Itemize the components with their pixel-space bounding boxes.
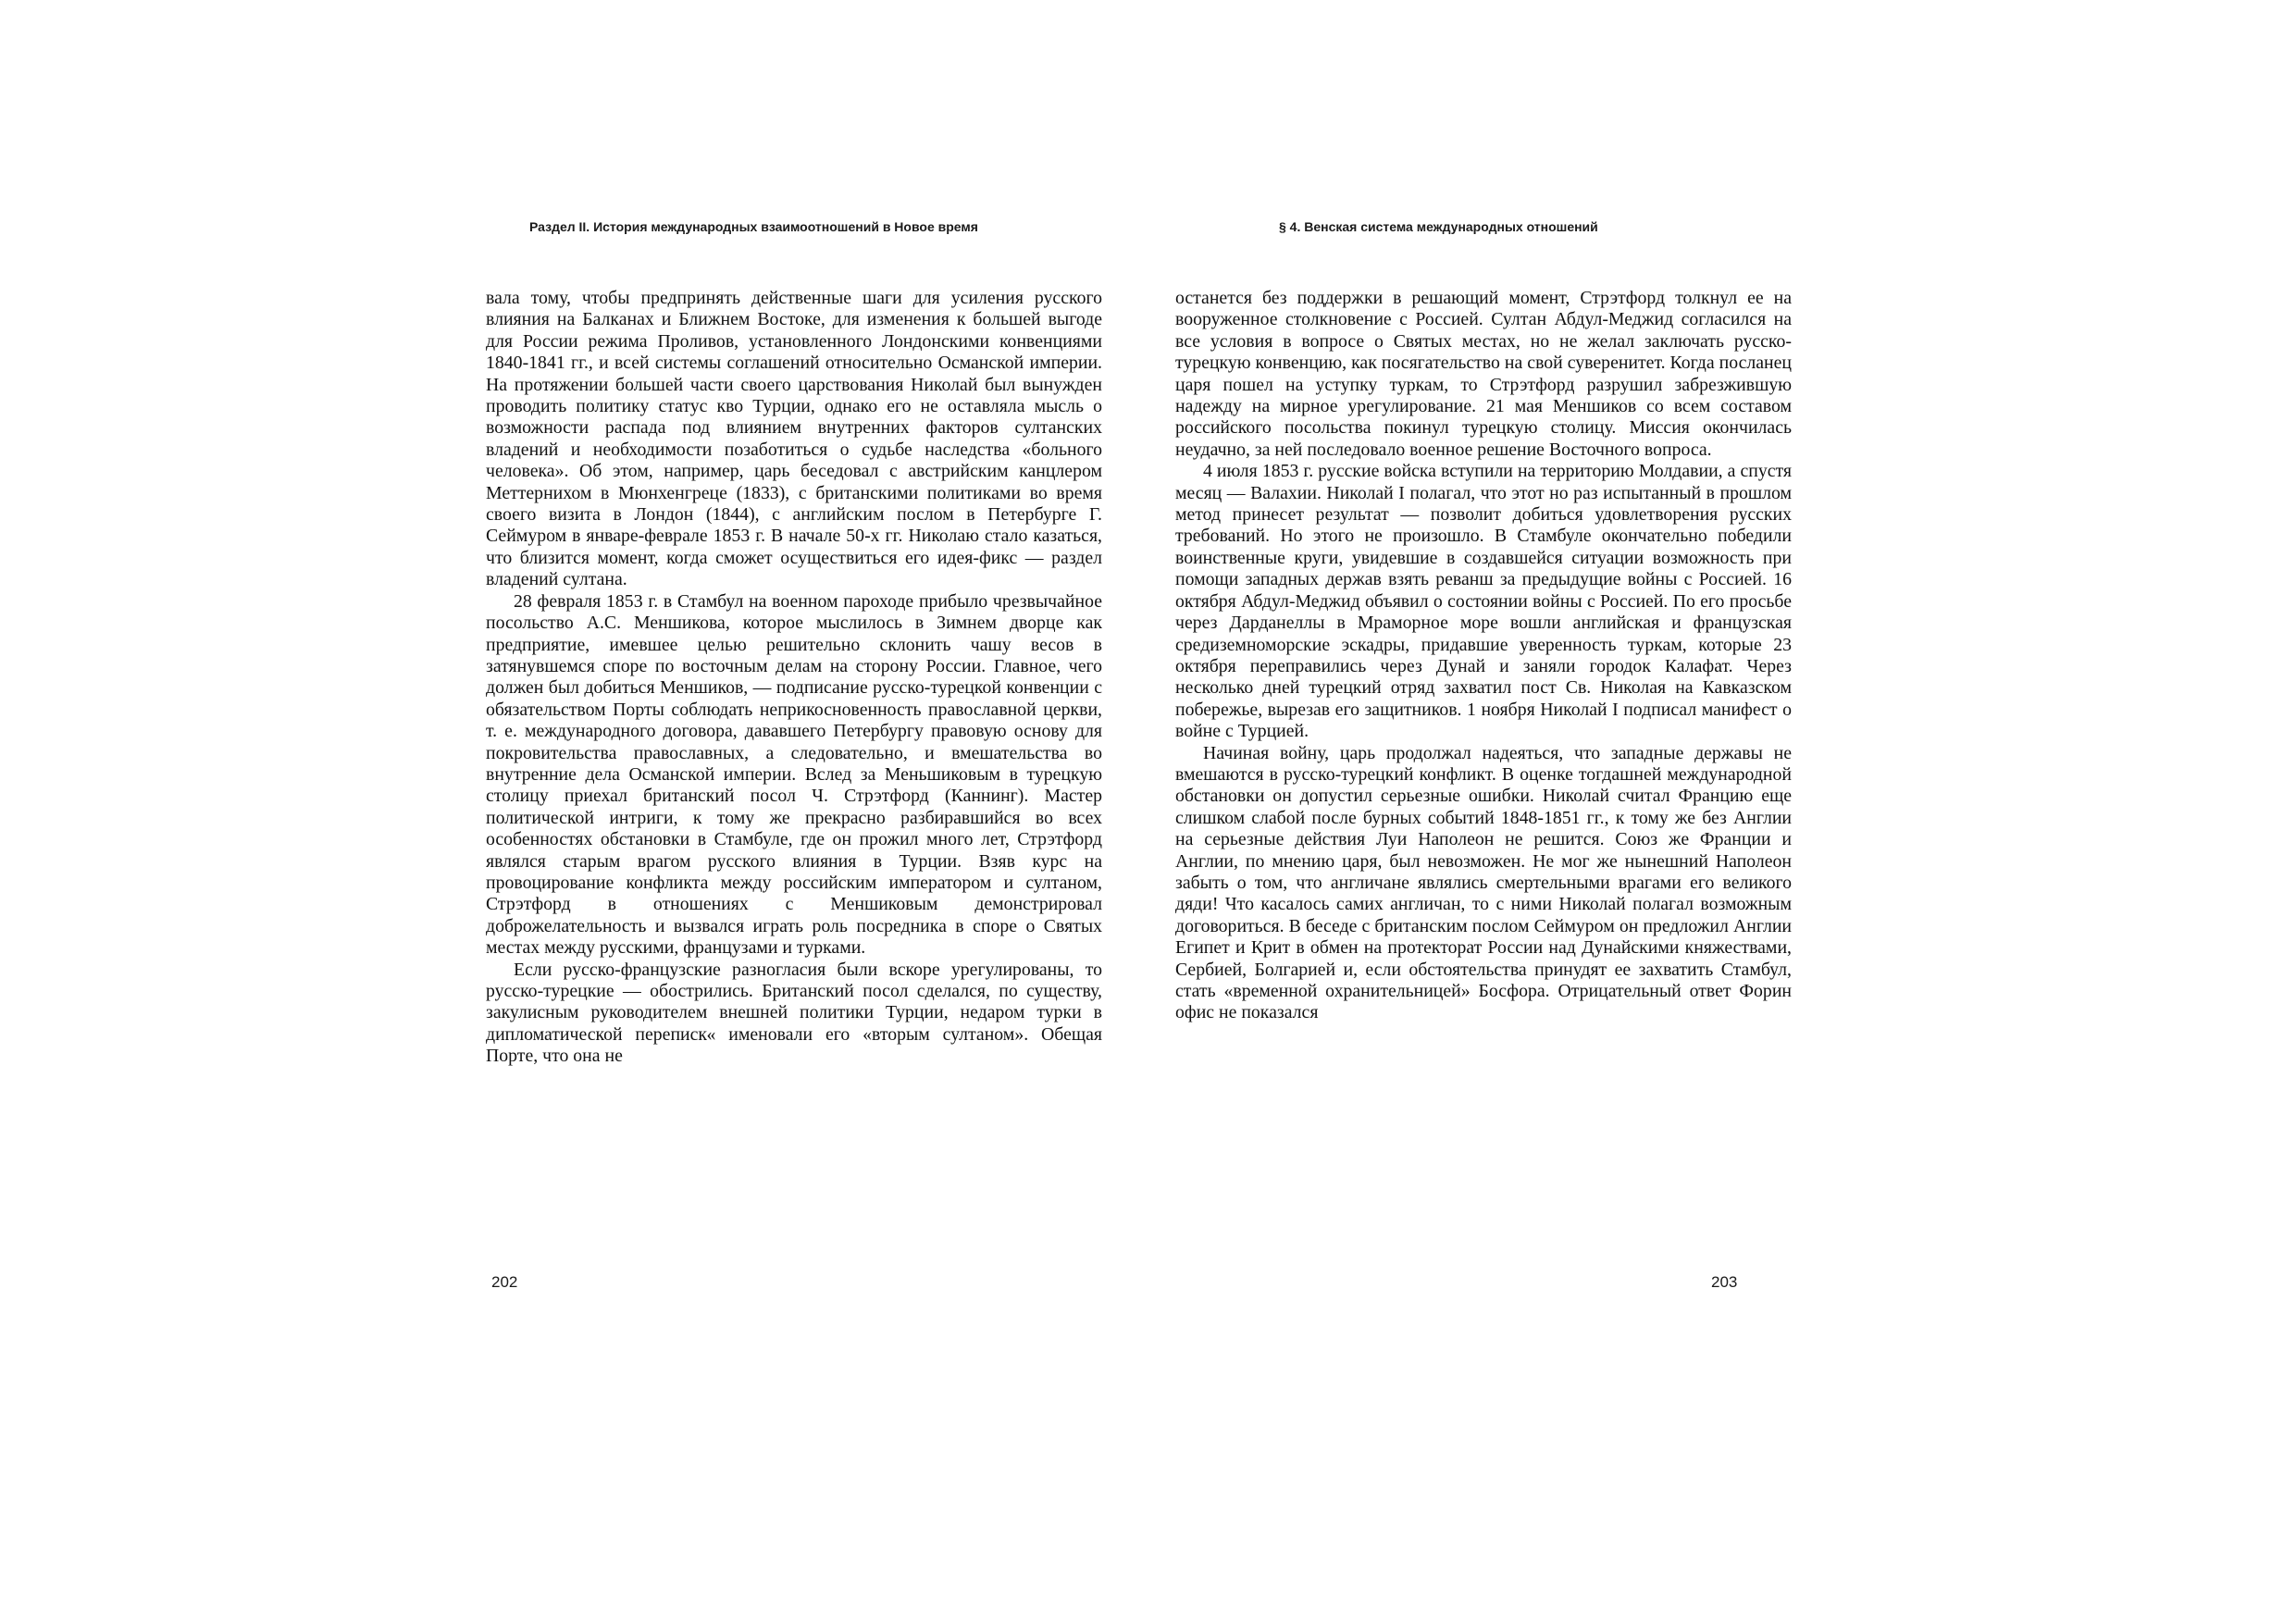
paragraph: 4 июля 1853 г. русские войска вступили на территорию Молдавии, а спустя месяц — Валахии. Николай I полагал, что этот но раз испытанный в прошлом метод принесет результат — позволит добиться удовлетворения русских требований. Но этого не произошло. В Стамбуле окончательно победили воинственные круги, увидевшие в создавшейся ситуации возможность при помощи западных держав взять реванш за предыдущие войны с Россией. 16 октября Абдул-Меджид объявил о состоянии войны с Россией. По его просьбе через Дарданеллы в Мраморное море вошли английская и французская средиземноморские эскадры, придавшие уверенность туркам, которые 23 октября переправились через Дунай и заняли городок Калафат. Через несколько дней турецкий отряд захватил пост Св. Николая на Кавказском побережье, вырезав его защитников. 1 ноября Николай I подписал манифест о войне с Турцией.: [1175, 461, 1792, 742]
paragraph: останется без поддержки в решающий момент, Стрэтфорд толкнул ее на вооруженное столкновение с Россией. Султан Абдул-Меджид согласился на все условия в вопросе о Святых местах, но не желал заключать русско-турецкую конвенцию, как посягательство на свой суверенитет. Когда посланец царя пошел на уступку туркам, то Стрэтфорд разрушил забрезжившую надежду на мирное урегулирование. 21 мая Меншиков со всем составом российского посольства покинул турецкую столицу. Миссия окончилась неудачно, за ней последовало военное решение Восточного вопроса.: [1175, 288, 1792, 460]
paragraph: Начиная войну, царь продолжал надеяться, что западные державы не вмешаются в русско-турецкий конфликт. В оценке тогдашней международной обстановки он допустил серьезные ошибки. Николай считал Францию еще слишком слабой после бурных событий 1848-1851 гг., к тому же без Англии на серьезные действия Луи Наполеон не решится. Союз же Франции и Англии, по мнению царя, был невозможен. Не мог же нынешний Наполеон забыть о том, что англичане являлись смертельными врагами его великого дяди! Что касалось самих англичан, то с ними Николай полагал возможным договориться. В беседе с британским послом Сеймуром он предложил Англии Египет и Крит в обмен на протекторат России над Дунайскими княжествами, Сербией, Болгарией и, если обстоятельства принудят ее захватить Стамбул, стать «временной охранительницей» Босфора. Отрицательный ответ Форин офис не показался: [1175, 742, 1792, 1023]
running-head-right: § 4. Венская система международных отношений: [1279, 219, 1598, 234]
left-page-text: [486, 288, 1102, 1068]
paragraph: вала тому, чтобы предпринять действенные шаги для усиления русского влияния на Балканах и Ближнем Востоке, для изменения к большей выгоде для России режима Проливов, установленного Лондонскими конвенциями 1840-1841 гг., и всей системы соглашений относительно Османской империи. На протяжении большей части своего царствования Николай был вынужден проводить политику статус кво Турции, однако его не оставляла мысль о возможности распада под влиянием внутренних факторов султанских владений и необходимости позаботиться о судьбе наследства «больного человека». Об этом, например, царь беседовал с австрийским канцлером Меттернихом в Мюнхенгреце (1833), с британскими политиками во время своего визита в Лондон (1844), с английским послом в Петербурге Г. Сеймуром в январе-феврале 1853 г. В начале 50-х гг. Николаю стало казаться, что близится момент, когда сможет осуществиться его идея-фикс — раздел владений султана.: [486, 288, 1102, 590]
page-number-left: 202: [491, 1273, 518, 1291]
page-number-right: 203: [1711, 1273, 1738, 1291]
paragraph: 28 февраля 1853 г. в Стамбул на военном пароходе прибыло чрезвычайное посольство А.С. Меншикова, которое мыслилось в Зимнем дворце как предприятие, имевшее целью решительно склонить чашу весов в затянувшемся споре по восточным делам на сторону России. Главное, чего должен был добиться Меншиков, — подписание русско-турецкой конвенции с обязательством Порты соблюдать неприкосновенность православной церкви, т. е. международного договора, дававшего Петербургу правовую основу для покровительства православных, а следовательно, и вмешательства во внутренние дела Османской империи. Вслед за Меньшиковым в турецкую столицу приехал британский посол Ч. Стрэтфорд (Каннинг). Мастер политической интриги, к тому же прекрасно разбиравшийся во всех особенностях обстановки в Стамбуле, где он прожил много лет, Стрэтфорд являлся старым врагом русского влияния в Турции. Взяв курс на провоцирование конфликта между российским императором и султаном, Стрэтфорд в отношениях с Меншиковым демонстрировал доброжелательность и вызвался играть роль посредника в споре о Святых местах между русскими, французами и турками.: [486, 590, 1102, 959]
right-page: [1148, 0, 2296, 1623]
right-page-text: [1175, 288, 1792, 1024]
running-head-left: Раздел II. История международных взаимоотношений в Новое время: [529, 219, 978, 234]
paragraph: Если русско-французские разногласия были вскоре урегулированы, то русско-турецкие — обострились. Британский посол сделался, по существу, закулисным руководителем внешней политики Турции, недаром турки в дипломатической переписк« именовали его «вторым султаном». Обещая Порте, что она не: [486, 959, 1102, 1067]
